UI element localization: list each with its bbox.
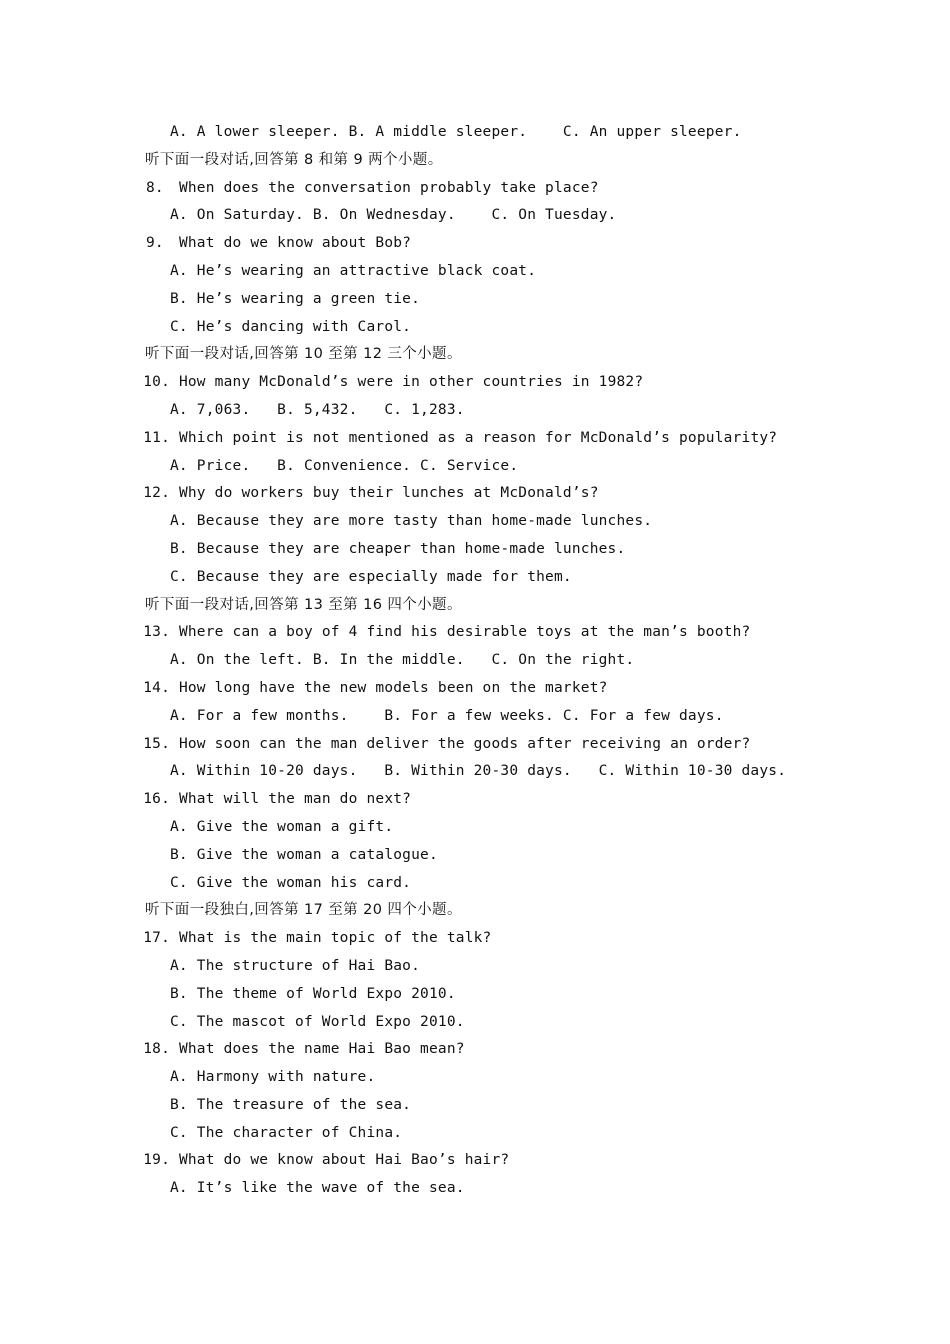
question-text: How long have the new models been on the market? (178, 679, 608, 696)
option-line: C. Because they are especially made for them. (170, 568, 572, 585)
question-text: Why do workers buy their lunches at McDonald’s? (178, 485, 599, 502)
option-line: C. Give the woman his card. (170, 874, 412, 891)
exam-page (0, 119, 950, 1203)
section-instruction: 听下面一段独白,回答第 17 至第 20 四个小题。 (145, 902, 462, 919)
section-instruction: 听下面一段对话,回答第 10 至第 12 三个小题。 (145, 346, 462, 363)
question-number: 16. (143, 791, 170, 808)
section-instruction: 听下面一段对话,回答第 8 和第 9 两个小题。 (145, 151, 443, 168)
question-19 (0, 1147, 950, 1175)
option-line: A. On Saturday. B. On Wednesday. C. On Tuesday. (170, 207, 617, 224)
question-number: 14. (143, 679, 170, 696)
question-text: What do we know about Hai Bao’s hair? (178, 1152, 510, 1169)
question-18 (0, 1036, 950, 1064)
option-line: B. The treasure of the sea. (170, 1096, 412, 1113)
question-14 (0, 675, 950, 703)
question-number: 17. (143, 930, 170, 947)
question-10 (0, 369, 950, 397)
question-15 (0, 731, 950, 759)
option-line: A. On the left. B. In the middle. C. On the right. (170, 652, 635, 669)
option-line: B. Give the woman a catalogue. (170, 846, 438, 863)
question-17 (0, 925, 950, 953)
question-text: Which point is not mentioned as a reason for McDonald’s popularity? (178, 429, 778, 446)
question-number: 10. (143, 374, 170, 391)
option-line: B. The theme of World Expo 2010. (170, 985, 456, 1002)
option-line: B. Because they are cheaper than home-made lunches. (170, 540, 626, 557)
question-16 (0, 786, 950, 814)
option-line: A. It’s like the wave of the sea. (170, 1180, 465, 1197)
question-text: What is the main topic of the talk? (178, 930, 492, 947)
option-line: A. Price. B. Convenience. C. Service. (170, 457, 519, 474)
option-line: C. The mascot of World Expo 2010. (170, 1013, 465, 1030)
question-number: 19. (143, 1152, 170, 1169)
option-line: A. The structure of Hai Bao. (170, 957, 421, 974)
question-9 (0, 230, 950, 258)
question-text: When does the conversation probably take place? (178, 179, 599, 196)
section-instruction: 听下面一段对话,回答第 13 至第 16 四个小题。 (145, 596, 462, 613)
question-text: What will the man do next? (178, 791, 412, 808)
question-8 (0, 175, 950, 203)
question-text: What does the name Hai Bao mean? (178, 1041, 465, 1058)
question-number: 15. (143, 735, 170, 752)
option-line: A. Harmony with nature. (170, 1069, 376, 1086)
option-line: C. The character of China. (170, 1124, 403, 1141)
question-number: 8. (146, 179, 164, 196)
question-11 (0, 425, 950, 453)
question-text: How many McDonald’s were in other countries in 1982? (178, 374, 644, 391)
question-number: 9. (146, 235, 164, 252)
question-number: 18. (143, 1041, 170, 1058)
question-text: How soon can the man deliver the goods after receiving an order? (178, 735, 751, 752)
question-13 (0, 619, 950, 647)
question-number: 13. (143, 624, 170, 641)
option-line: A. He’s wearing an attractive black coat. (170, 262, 537, 279)
option-line: A. For a few months. B. For a few weeks. C. For a few days. (170, 707, 724, 724)
option-line: A. 7,063. B. 5,432. C. 1,283. (170, 401, 465, 418)
question-text: Where can a boy of 4 find his desirable toys at the man’s booth? (178, 624, 751, 641)
option-line: C. He’s dancing with Carol. (170, 318, 412, 335)
question-number: 12. (143, 485, 170, 502)
option-line: B. He’s wearing a green tie. (170, 290, 421, 307)
option-line: A. Within 10-20 days. B. Within 20-30 days. C. Within 10-30 days. (170, 763, 787, 780)
option-line: A. Give the woman a gift. (170, 818, 394, 835)
question-number: 11. (143, 429, 170, 446)
option-line: A. Because they are more tasty than home-made lunches. (170, 513, 653, 530)
option-line: A. A lower sleeper. B. A middle sleeper. C. An upper sleeper. (170, 124, 742, 140)
question-12 (0, 480, 950, 508)
question-text: What do we know about Bob? (178, 235, 412, 252)
